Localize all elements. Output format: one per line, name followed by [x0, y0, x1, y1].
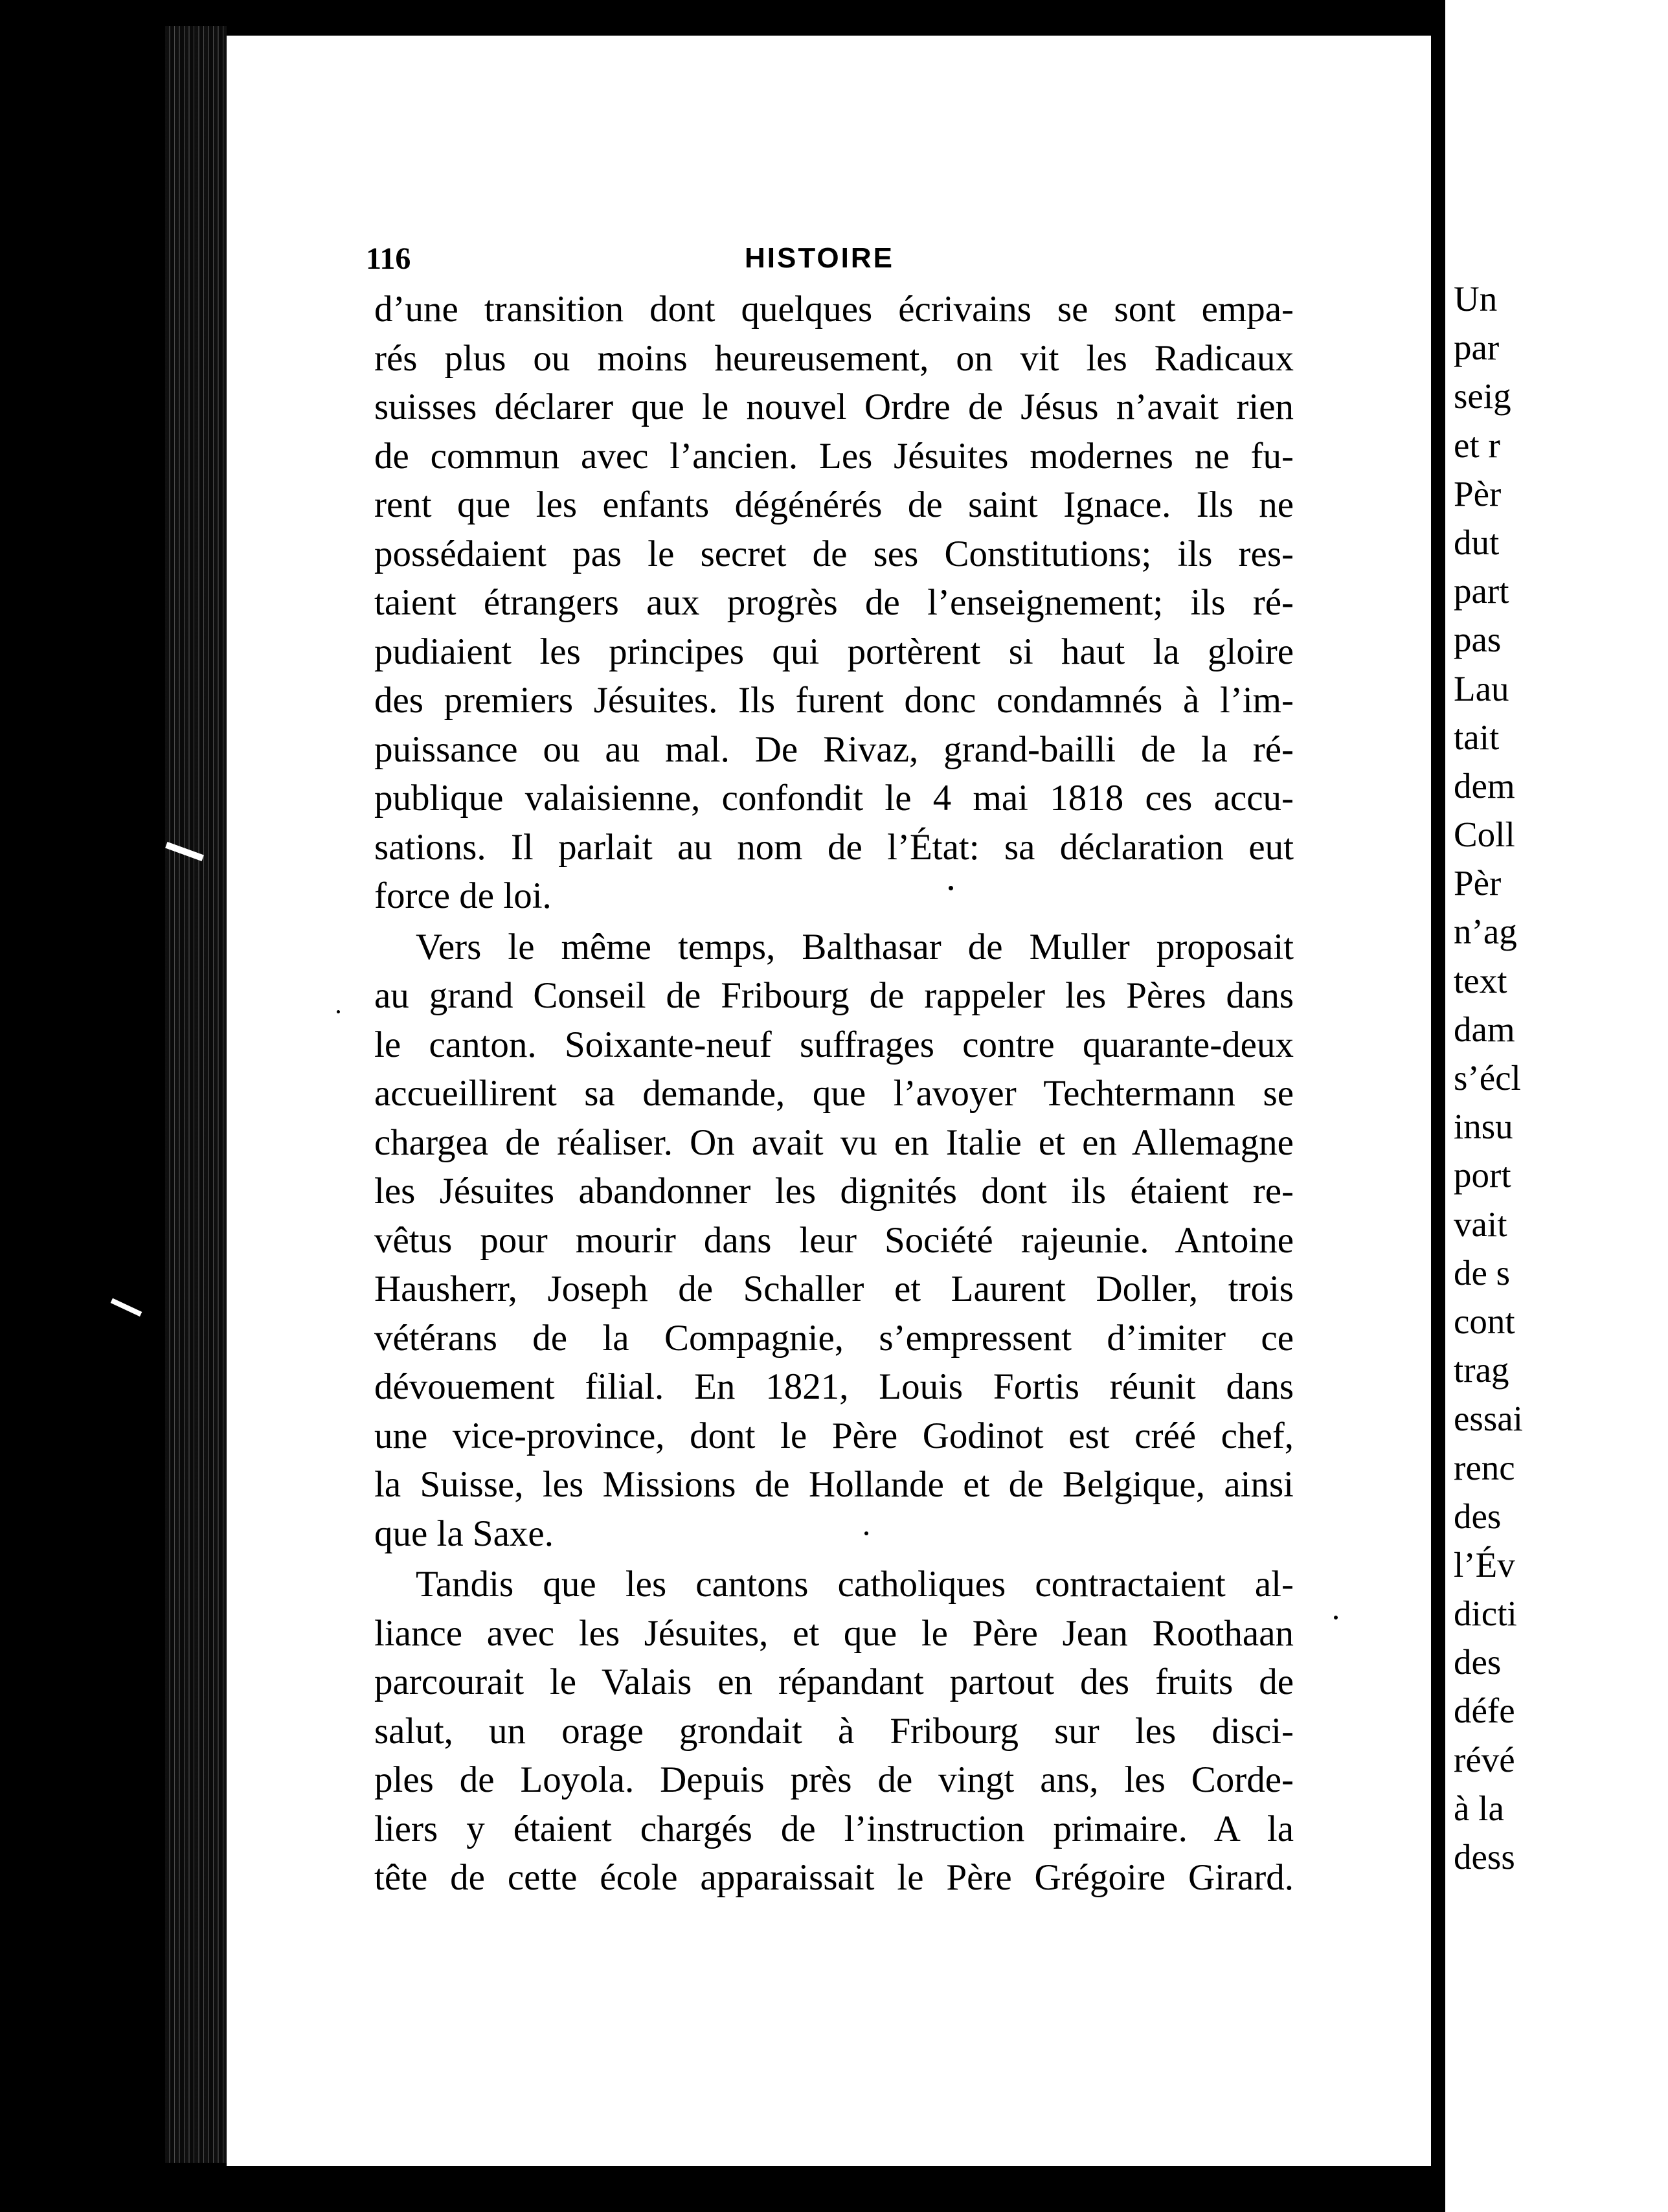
text-line: vêtus pour mourir dans leur Société rajeunie. Antoine [374, 1219, 1294, 1261]
text-line: salut, un orage grondait à Fribourg sur les disci- [374, 1710, 1294, 1752]
text-line: au grand Conseil de Fribourg de rappeler les Pères dans [374, 975, 1294, 1016]
text-line: dévouement filial. En 1821, Louis Fortis réunit dans [374, 1366, 1294, 1407]
text-line: puissance ou au mal. De Rivaz, grand-bailli de la ré- [374, 728, 1294, 770]
text-line: de commun avec l’ancien. Les Jésuites modernes ne fu- [374, 435, 1294, 477]
right-line-fragment: Lau [1454, 668, 1509, 708]
right-line-fragment: Pèr [1454, 473, 1502, 514]
right-line-fragment: l’Év [1454, 1544, 1515, 1585]
text-line: suisses déclarer que le nouvel Ordre de Jésus n’avait rien [374, 387, 1294, 427]
paragraph [374, 923, 1294, 1559]
running-title: HISTOIRE [745, 242, 895, 274]
right-page-text [1454, 275, 1661, 1881]
text-line: liers y étaient chargés de l’instruction primaire. A la [374, 1808, 1294, 1849]
text-line: possédaient pas le secret de ses Constitutions; ils res- [374, 533, 1294, 574]
text-line: tête de cette école apparaissait le Père Grégoire Girard. [374, 1857, 1294, 1898]
text-line: des premiers Jésuites. Ils furent donc condamnés à l’im- [374, 680, 1294, 721]
text-line: d’une transition dont quelques écrivains se sont empa- [374, 289, 1294, 330]
text-line: parcourait le Valais en répandant partout des fruits de [374, 1662, 1294, 1702]
right-line-fragment: des [1454, 1642, 1502, 1682]
book-spine [1431, 0, 1445, 2212]
right-line-fragment: vait [1454, 1204, 1507, 1244]
right-line-fragment: Coll [1454, 815, 1515, 855]
right-line-fragment: dicti [1454, 1594, 1517, 1634]
right-line-fragment: port [1454, 1155, 1511, 1195]
scan-speck [337, 1010, 340, 1013]
right-line-fragment: et r [1454, 425, 1500, 465]
body-text [374, 285, 1294, 1902]
right-line-fragment: pas [1454, 620, 1502, 660]
text-line: Tandis que les cantons catholiques contractaient al- [416, 1564, 1294, 1605]
right-line-fragment: seig [1454, 376, 1511, 416]
text-line: les Jésuites abandonner les dignités dont ils étaient re- [374, 1171, 1294, 1212]
page-number: 116 [366, 242, 411, 276]
paragraph [374, 285, 1294, 921]
right-line-fragment: des [1454, 1496, 1502, 1536]
right-line-fragment: cont [1454, 1301, 1515, 1341]
text-line: sations. Il parlait au nom de l’État: sa déclaration eut [374, 826, 1294, 868]
text-line: force de loi. [374, 875, 552, 916]
text-line: le canton. Soixante-neuf suffrages contre quarante-deux [374, 1024, 1294, 1065]
right-line-fragment: essai [1454, 1399, 1523, 1439]
text-line: rés plus ou moins heureusement, on vit les Radicaux [374, 337, 1294, 379]
text-line: pudiaient les principes qui portèrent si haut la gloire [374, 631, 1294, 672]
right-line-fragment: révé [1454, 1739, 1515, 1779]
right-line-fragment: dem [1454, 765, 1515, 806]
text-line: publique valaisienne, confondit le 4 mai 1818 ces accu- [374, 778, 1294, 818]
text-line: la Suisse, les Missions de Hollande et de Belgique, ainsi [374, 1464, 1294, 1505]
right-line-fragment: dut [1454, 522, 1500, 562]
scan-speck [1334, 1616, 1338, 1620]
right-line-fragment: trag [1454, 1350, 1509, 1390]
text-line: Vers le même temps, Balthasar de Muller proposait [416, 926, 1294, 967]
right-line-fragment: par [1454, 328, 1500, 368]
text-line: liance avec les Jésuites, et que le Père Jean Roothaan [374, 1612, 1294, 1654]
text-line: une vice-province, dont le Père Godinot est créé chef, [374, 1415, 1294, 1456]
paragraph [374, 1560, 1294, 1902]
right-line-fragment: Pèr [1454, 863, 1502, 903]
text-line: rent que les enfants dégénérés de saint Ignace. Ils ne [374, 484, 1294, 525]
right-line-fragment: Un [1454, 279, 1498, 319]
right-line-fragment: n’ag [1454, 912, 1517, 952]
right-line-fragment: tait [1454, 717, 1500, 757]
text-line: chargea de réaliser. On avait vu en Italie et en Allemagne [374, 1122, 1294, 1163]
text-line: Hausherr, Joseph de Schaller et Laurent Doller, trois [374, 1269, 1294, 1309]
right-line-fragment: dam [1454, 1009, 1515, 1049]
right-line-fragment: text [1454, 960, 1507, 1000]
page-edges [165, 26, 227, 2163]
right-line-fragment: renc [1454, 1447, 1515, 1487]
right-line-fragment: à la [1454, 1788, 1504, 1828]
text-line: accueillirent sa demande, que l’avoyer Techtermann se [374, 1073, 1294, 1114]
right-line-fragment: s’écl [1454, 1058, 1521, 1098]
text-line: que la Saxe. [374, 1513, 554, 1554]
right-line-fragment: dess [1454, 1837, 1515, 1877]
text-line: ples de Loyola. Depuis près de vingt ans, les Corde- [374, 1759, 1294, 1800]
right-line-fragment: de s [1454, 1252, 1511, 1292]
right-line-fragment: insu [1454, 1107, 1513, 1147]
right-line-fragment: défe [1454, 1691, 1515, 1731]
right-line-fragment: part [1454, 571, 1509, 611]
text-line: taient étrangers aux progrès de l’enseignement; ils ré- [374, 582, 1294, 623]
text-line: vétérans de la Compagnie, s’empressent d’imiter ce [374, 1317, 1294, 1359]
